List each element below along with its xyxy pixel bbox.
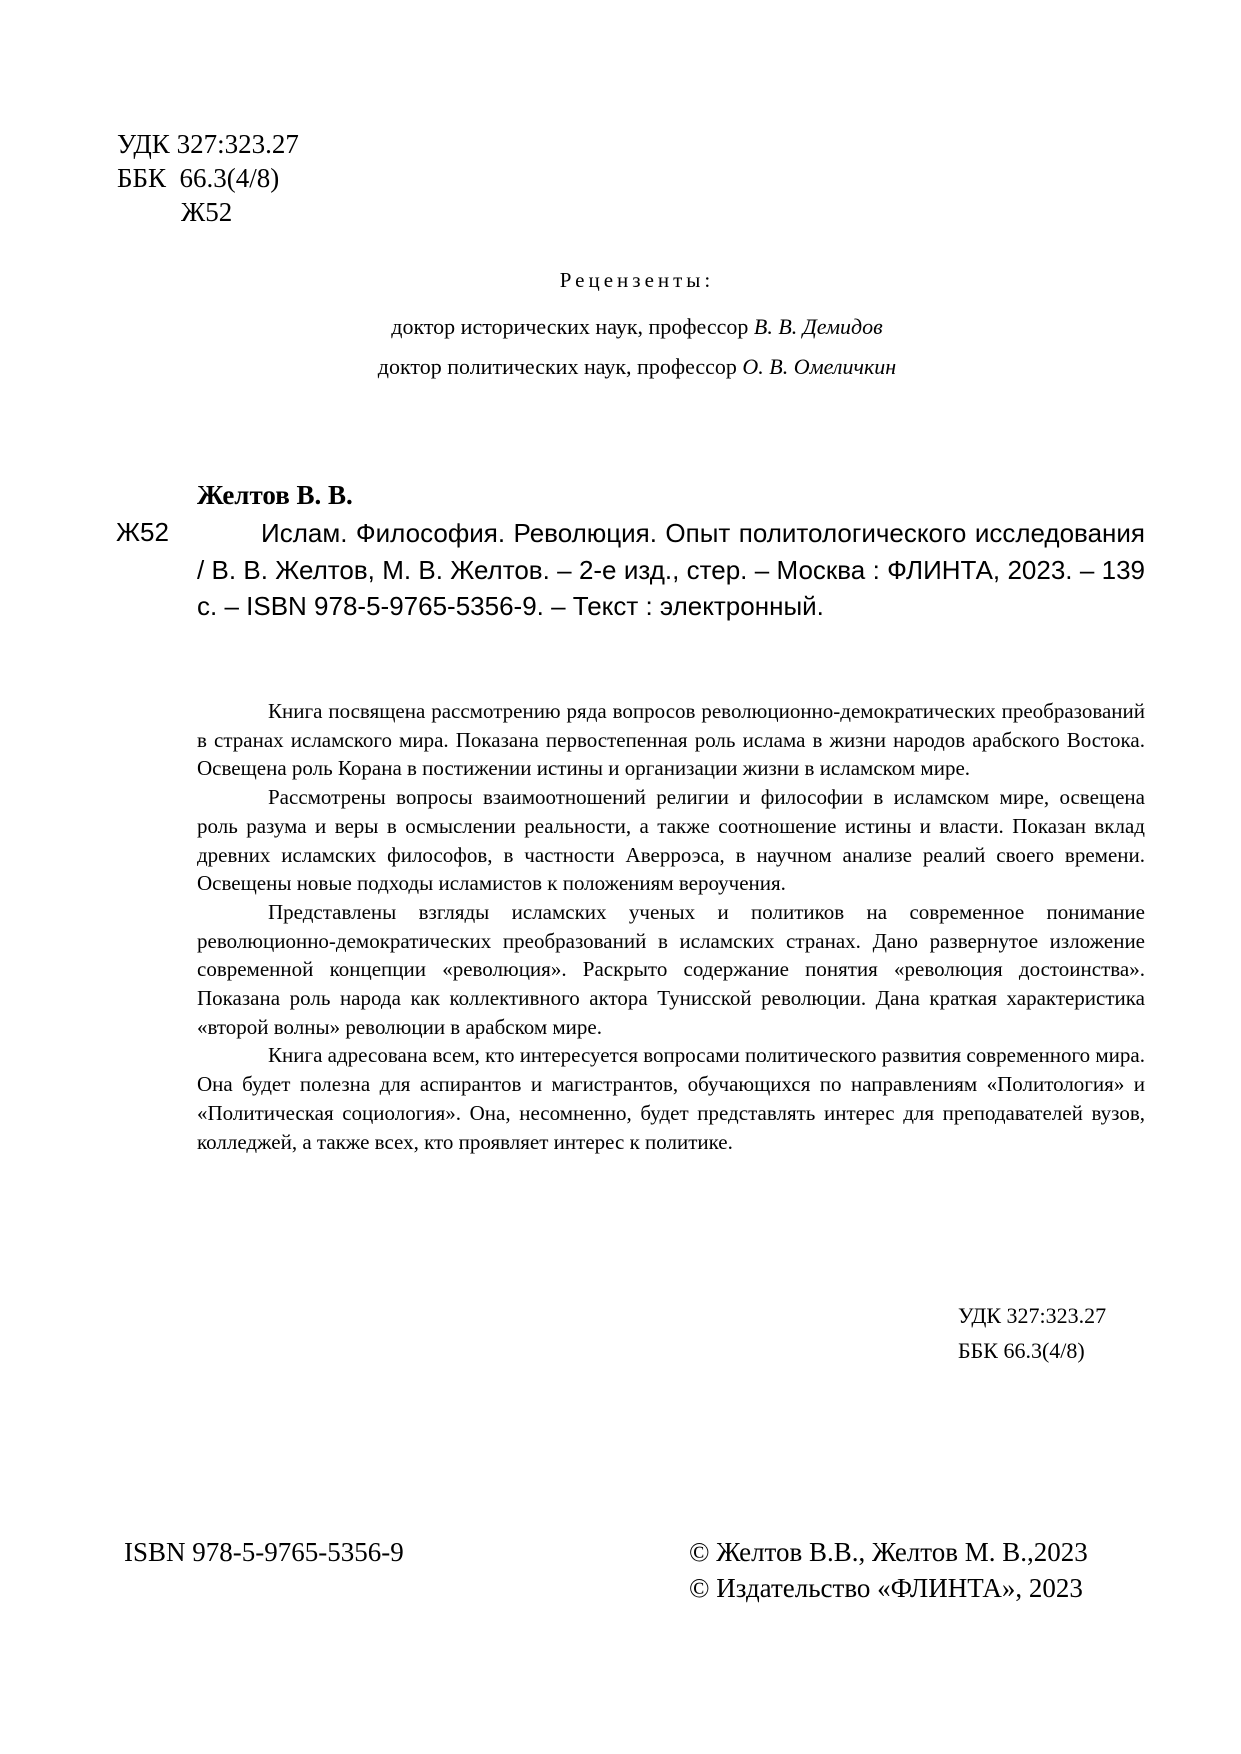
abstract (197, 697, 1145, 1156)
abstract-paragraph: Книга адресована всем, кто интересуется вопросами политического развития современного мира. Она будет полезна для аспирантов и магистрантов, обучающихся по направлениям «Политология» и «Политическая социология». Она, несомненно, будет представлять интерес для преподавателей вузов, колледжей, а также всех, кто проявляет интерес к политике. (197, 1043, 1145, 1154)
bbk-code: ББК 66.3(4/8) (117, 163, 280, 193)
abstract-paragraph: Представлены взгляды исламских ученых и политиков на современное понимание революционно-демократических преобразований в исламских странах. Дано развернутое изложение современной концепции «революция». Раскрыто содержание понятия «революция достоинства». Показана роль народа как коллективного актора Тунисской революции. Дана краткая характеристика «второй волны» революции в арабском мире. (197, 899, 1145, 1039)
copyright-authors: © Желтов В.В., Желтов М. В.,2023 (689, 1537, 1088, 1567)
reviewer-role: доктор политических наук, профессор (377, 354, 737, 379)
cutter-mark: Ж52 (116, 517, 169, 547)
udk-code: УДК 327:323.27 (117, 129, 299, 159)
copyright-publisher: © Издательство «ФЛИНТА», 2023 (689, 1573, 1083, 1603)
author-heading: Желтов В. В. (197, 480, 353, 510)
reviewer-name: О. В. Омеличкин (742, 354, 897, 379)
reviewer-line (0, 314, 1241, 340)
reviewer-name: В. В. Демидов (753, 314, 883, 339)
bibliographic-text: Ислам. Философия. Революция. Опыт политологического исследования / В. В. Желтов, М. В. Желтов. – 2-е изд., стер. – Москва : ФЛИНТА, 2023. – 139 с. – ISBN 978-5-9765-5356-9. – Текст : электронный. (197, 518, 1145, 621)
abstract-paragraph: Книга посвящена рассмотрению ряда вопросов революционно-демократических преобразований в странах исламского мира. Показана первостепенная роль ислама в жизни народов арабского Востока. Освещена роль Корана в постижении истины и организации жизни в исламском мире. (197, 699, 1145, 781)
udk-bbk-bottom (958, 1298, 1106, 1368)
bbk-code-bottom: ББК 66.3(4/8) (958, 1338, 1085, 1363)
isbn: ISBN 978-5-9765-5356-9 (124, 1537, 404, 1567)
abstract-paragraph: Рассмотрены вопросы взаимоотношений религии и философии в исламском мире, освещена роль разума и веры в осмыслении реальности, а также соотношение истины и власти. Показан вклад древних исламских философов, в частности Аверроэса, в научном анализе реалий своего времени. Освещены новые подходы исламистов к положениям вероучения. (197, 785, 1145, 896)
reviewer-line (0, 354, 1241, 380)
udk-code-bottom: УДК 327:323.27 (958, 1303, 1107, 1328)
bibliographic-description (197, 515, 1145, 625)
cutter-code: Ж52 (181, 197, 233, 227)
reviewer-role: доктор исторических наук, профессор (391, 314, 749, 339)
reviewers-title: Рецензенты: (559, 268, 715, 292)
